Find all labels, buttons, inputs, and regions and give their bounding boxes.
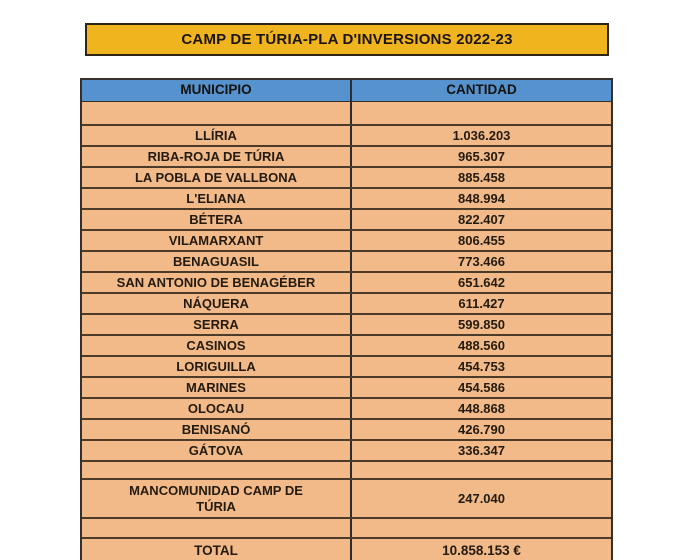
cantidad-cell: 822.407 xyxy=(350,210,611,229)
cantidad-cell: 611.427 xyxy=(350,294,611,313)
municipio-cell: VILAMARXANT xyxy=(168,232,264,248)
municipio-cell: BENAGUASIL xyxy=(173,253,259,269)
cantidad-cell: 651.642 xyxy=(350,273,611,292)
cantidad-cell: 426.790 xyxy=(350,420,611,439)
table-row xyxy=(82,208,611,229)
table-row xyxy=(82,418,611,439)
municipio-cell: OLOCAU xyxy=(187,400,245,416)
municipio-cell xyxy=(82,462,350,478)
table-row xyxy=(82,229,611,250)
municipio-cell: MANCOMUNIDAD CAMP DE TÚRIA xyxy=(129,482,303,514)
municipio-cell: LORIGUILLA xyxy=(176,358,256,374)
cantidad-cell: 454.753 xyxy=(350,357,611,376)
table-row xyxy=(82,250,611,271)
cantidad-cell: 1.036.203 xyxy=(350,126,611,145)
cantidad-cell: 247.040 xyxy=(350,480,611,517)
column-header-municipio: MUNICIPIO xyxy=(180,82,252,98)
municipio-cell: BÉTERA xyxy=(189,211,243,227)
table-row xyxy=(82,355,611,376)
mancomunidad-row xyxy=(82,478,611,517)
municipio-cell: TOTAL xyxy=(194,542,238,558)
table-row xyxy=(82,397,611,418)
spacer-row xyxy=(82,460,611,478)
municipio-cell xyxy=(82,102,350,124)
table-row xyxy=(82,376,611,397)
cantidad-cell xyxy=(350,102,611,124)
table-row xyxy=(82,124,611,145)
table-row xyxy=(82,292,611,313)
cantidad-cell: 965.307 xyxy=(350,147,611,166)
table-row xyxy=(82,439,611,460)
municipio-cell: GÁTOVA xyxy=(188,442,244,458)
cantidad-cell: 454.586 xyxy=(350,378,611,397)
page-title: CAMP DE TÚRIA-PLA D'INVERSIONS 2022-23 xyxy=(181,31,513,48)
total-row xyxy=(82,537,611,560)
spacer-row xyxy=(82,517,611,537)
table-row xyxy=(82,187,611,208)
table-row xyxy=(82,334,611,355)
table-row xyxy=(82,313,611,334)
cantidad-cell: 848.994 xyxy=(350,189,611,208)
cantidad-cell: 806.455 xyxy=(350,231,611,250)
municipio-cell: L'ELIANA xyxy=(186,190,246,206)
table-row xyxy=(82,166,611,187)
cantidad-cell xyxy=(350,519,611,537)
investment-table xyxy=(80,78,613,560)
cantidad-cell: 448.868 xyxy=(350,399,611,418)
municipio-cell: NÁQUERA xyxy=(183,295,249,311)
cantidad-cell: 10.858.153 € xyxy=(350,539,611,560)
table-row xyxy=(82,145,611,166)
municipio-cell: MARINES xyxy=(186,379,246,395)
municipio-cell xyxy=(82,519,350,537)
municipio-cell: SAN ANTONIO DE BENAGÉBER xyxy=(116,274,316,290)
municipio-cell: LLÍRIA xyxy=(195,127,237,143)
cantidad-cell: 885.458 xyxy=(350,168,611,187)
cantidad-cell xyxy=(350,462,611,478)
municipio-cell: LA POBLA DE VALLBONA xyxy=(134,169,297,185)
municipio-cell: RIBA-ROJA DE TÚRIA xyxy=(147,148,285,164)
cantidad-cell: 599.850 xyxy=(350,315,611,334)
municipio-cell: CASINOS xyxy=(186,337,246,353)
column-header-cantidad: CANTIDAD xyxy=(350,80,611,101)
cantidad-cell: 336.347 xyxy=(350,441,611,460)
municipio-cell: BENISANÓ xyxy=(181,421,251,437)
cantidad-cell: 773.466 xyxy=(350,252,611,271)
municipio-cell: SERRA xyxy=(193,316,239,332)
spacer-row xyxy=(82,102,611,124)
table-body xyxy=(82,102,611,560)
table-row xyxy=(82,271,611,292)
title-banner xyxy=(85,23,609,56)
cantidad-cell: 488.560 xyxy=(350,336,611,355)
table-header-row xyxy=(82,80,611,102)
